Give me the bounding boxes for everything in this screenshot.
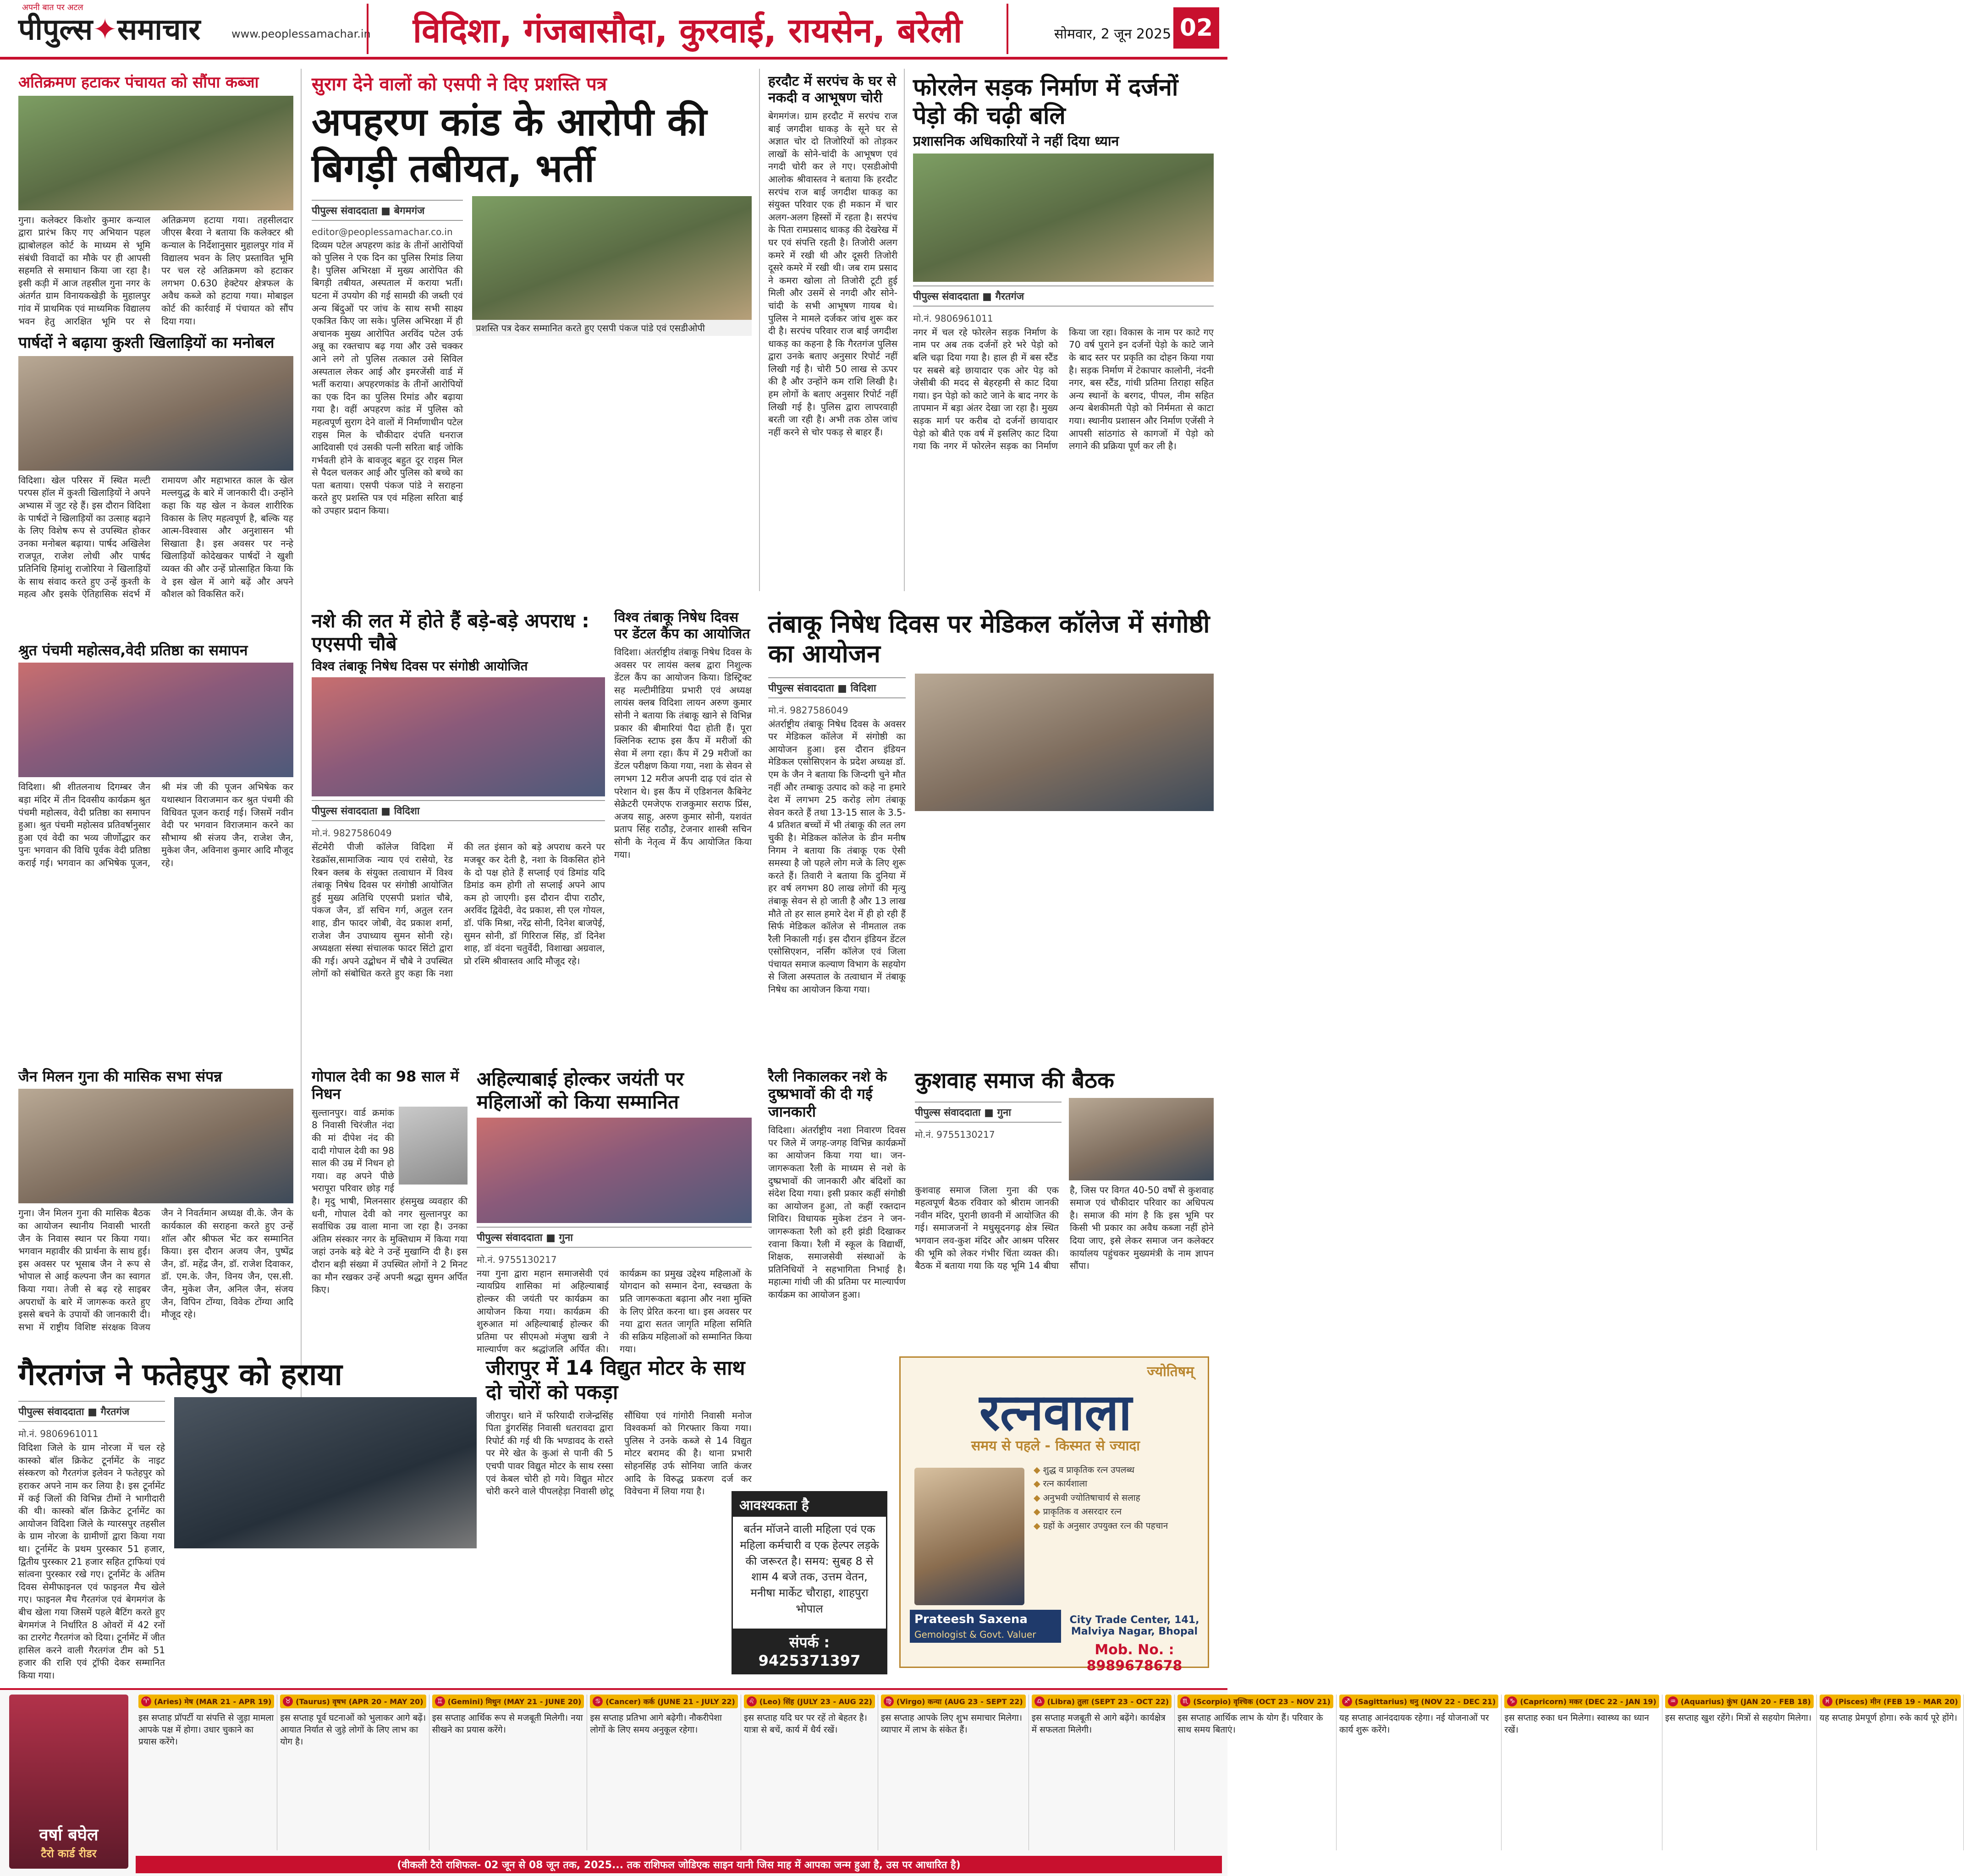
story-fourlane-trees [913,73,1214,600]
byline: पीपुल्स संवाददाता ■ गुना [915,1102,1062,1123]
page-number: 02 [1173,7,1219,49]
zodiac-header [744,1695,875,1708]
zodiac-prediction: इस सप्ताह प्रॉपर्टी या संपत्ति से जुड़ा मामला आपके पक्ष में होगा। उधार चुकाने का प्रयास करेंगे। [138,1713,274,1747]
subhead: विश्व तंबाकू निषेध दिवस पर संगोष्ठी आयोजित [312,658,528,674]
ad-address: City Trade Center, 141, Malviya Nagar, Bhopal [1069,1614,1199,1637]
zodiac-icon: ♎ [1034,1696,1045,1706]
zodiac-prediction: यह सप्ताह आनंददायक रहेगा। नई योजनाओं पर कार्य शुरू करेंगे। [1339,1713,1489,1735]
masthead [0,0,1227,60]
zodiac-prediction: यह सप्ताह प्रेमपूर्ण होगा। रुके कार्य पूरे होंगे। [1819,1713,1958,1723]
kicker: सुराग देने वालों को एसपी ने दिए प्रशस्ति पत्र [312,74,607,95]
zodiac-header [1177,1695,1333,1708]
zodiac-dates: (DEC 22 - JAN 19) [1585,1697,1656,1706]
zodiac-prediction: इस सप्ताह आर्थिक रूप से मजबूती मिलेगी। नया सीखने का प्रयास करेंगे। [432,1713,583,1735]
story-photo [1069,1098,1214,1180]
zodiac-sign [1662,1695,1817,1850]
story-body: गुना। कलेक्टर किशोर कुमार कन्याल द्वारा प्रारंभ किए गए अभियान पहल ह्माबोलहल कोर्ट के माध्यम से भूमि संबंधी विवादों का मौके पर ही आपसी सहमति से समाधान किया जा रहा है। इसी कड़ी में आज तहसील गुना नगर के अंतर्गत ग्राम विनायकखेड़ी के मुहालपुर गांव में प्राथमिक एवं माध्यमिक विद्यालय भवन हेतु आरक्षित भूमि पर से अतिक्रमण हटाया गया। तहसीलदार जीएस बैरवा ने बताया कि कलेक्टर श्री कन्याल के निर्देशानुसार मुहालपुर गांव में विद्यालय भवन के लिए प्रस्तावित भूमि पर चल रहे अतिक्रमण को हटाकर लगभग 0.630 हेक्टेयर क्षेत्रफल के अवैध कब्जे को हटाया गया। मोबाइल कोर्ट की कार्रवाई में पंचायत को सौंप दिया गया। [18,214,293,327]
classified-body: बर्तन मॉजने वाली महिला एवं एक महिला कर्मचारी व एक हेल्पर लड़के की जरूरत है। समय: सुबह 8 से शाम 4 बजे तक, उत्तम वेतन, मनीषा मार्केट चौराहा, शाहपुरा भोपाल [740,1523,879,1615]
headline[interactable]: विश्व तंबाकू निषेध दिवस पर डेंटल कैंप का आयोजित [614,609,750,642]
zodiac-dates: (NOV 22 - DEC 21) [1421,1697,1496,1706]
zodiac-icon: ♓ [1822,1696,1832,1706]
story-body: बेगमगंज। ग्राम हरदौट में सरपंच राज बाई जगदीश धाकड़ के सूने घर से अज्ञात चोर दो तिजोरियों को तोड़कर लाखों के सोने-चांदी के आभूषण एवं नगदी चोरी कर ले गए। एसडीओपी आलोक श्रीवास्तव ने बताया कि हरदौट सरपंच राज बाई जगदीश धाकड़ का संयुक्त परिवार एक ही मकान में चार अलग-अलग हिस्सों में रहता है। सरपंच के पिता रामप्रसाद धाकड़ की देखरेख में घर एवं संपत्ति रहती है। तिजोरी अलग कमरे में रखी थी और दूसरी तिजोरी दूसरे कमरे में रखी थी। जब राम प्रसाद ने कमरा खोला तो तिजोरी टूटी हुई मिली और उसमें से नगदी और सोने-चांदी के सभी आभूषण गायब थे। पुलिस ने मामले दर्जकर जांच शुरू कर दी है। सरपंच परिवार राज बाई जगदीश धाकड़ का कहना है कि गैरतगंज पुलिस द्वारा उनके बताए अनुसार रिपोर्ट नहीं लिखी गई है। चोरी 50 लाख से ऊपर की है और उन्होंने कम राशि लिखी है। हम लोगों के बताए अनुसार रिपोर्ट नहीं लिखी गई है। पुलिस द्वारा लापरवाही बरती जा रही है। अभी तक ठोस जांच नहीं करने से चोर पकड़ से बाहर हैं। [768,110,897,438]
subhead: प्रशासनिक अधिकारियों ने नहीं दिया ध्यान [913,133,1119,149]
zodiac-sign [587,1695,741,1850]
horoscope-strip [0,1688,1958,1876]
contact-number: मो.नं. 9827586049 [312,828,392,839]
byline: पीपुल्स संवाददाता ■ विदिशा [312,800,605,821]
gemstone-advertisement[interactable] [899,1356,1209,1674]
logo-part1: पीपुल्स [18,13,93,47]
story-gopal-devi [312,1068,468,1352]
advertiser-name: Prateesh Saxena [910,1610,1061,1629]
zodiac-sign [878,1695,1029,1850]
zodiac-header [1339,1695,1499,1708]
story-body: सेंटमेरी पीजी कॉलेज विदिशा में रेडक्रॉस,सामाजिक न्याय एवं रासेयो, रेड रिबन क्लब के संयुक्त तत्वाधान में विश्व तंबाकू निषेध दिवस पर संगोष्ठी आयोजित हुई मुख्य अतिथि एएसपी प्रशांत चौबे, पंकज जैन, डॉ सचिन गर्ग, अतुल रतन शाह, डीन फादर जोबी, वेद प्रकाश शर्मा, राजेश जैन उपाध्याय सुमन सोनी रहे। अध्यक्षता संस्था संचालक फादर सिंटो द्वारा की गई। अपने उद्बोधन में चौबे ने उपस्थित लोगों को संबोधित करते हुए कहा कि नशा की लत इंसान को बड़े अपराध करने पर मजबूर कर देती है, नशा के विकसित होने के दो पक्ष होते हैं सप्लाई एवं डिमांड यदि डिमांड कम होगी तो सप्लाई अपने आप कम हो जाएगी। इस दौरान दीपा राठौर, अरविंद द्विवेदी, वेद प्रकाश, सी एल गोयल, डॉ. पंकि मिश्रा, नरेंद्र सोनी, दिनेश बाजपेई, सुमन सोनी, डॉ गिरिराज सिंह, डॉ दिनेश शाह, डॉ वंदना चतुर्वेदी, विशाखा अग्रवाल, प्रो रश्मि श्रीवास्तव आदि मौजूद रहे। [312,841,605,979]
story-ahilya-jayanti [477,1068,752,1355]
headline[interactable]: हरदौट में सरपंच के घर से नकदी व आभूषण चोरी [768,73,897,106]
zodiac-header [280,1695,426,1708]
zodiac-prediction: इस सप्ताह आपके लिए शुभ समाचार मिलेगा। व्यापार में लाभ के संकेत हैं। [880,1713,1023,1735]
headline[interactable]: तंबाकू निषेध दिवस पर मेडिकल कॉलेज में संगोष्ठी का आयोजन [768,609,1210,668]
zodiac-sign [741,1695,878,1850]
photo-caption: प्रशस्ति पत्र देकर सम्मानित करते हुए एसपी पंकज पांडे एवं एसडीओपी [472,320,752,336]
story-tobacco-seminar [768,609,1214,1059]
story-body: विदिशा। अंतर्राष्ट्रीय नशा निवारण दिवस पर जिले में जगह-जगह विभिन्न कार्यक्रमों का आयोजन किया गया था। जन-जागरूकता रैली के माध्यम से नशे के दुष्प्रभावों की जानकारी और बंदिशों का संदेश दिया गया। इसी प्रकार कहीं संगोष्ठी का आयोजन हुआ, तो कहीं रक्तदान शिविर। विधायक मुकेश टंडन ने जन-जागरूकता रैली को हरी झंडी दिखाकर रवाना किया। रैली में स्कूल के विद्यार्थी, शिक्षक, समाजसेवी संस्थाओं के प्रतिनिधियों ने सहभागिता निभाई है। महात्मा गांधी जी की प्रतिमा पर माल्यार्पण कार्यक्रम का आयोजन हुआ। [768,1125,906,1300]
zodiac-prediction: इस सप्ताह मजबूती से आगे बढ़ेंगे। कार्यक्षेत्र में सफलता मिलेगी। [1031,1713,1166,1735]
story-kidnapping [312,73,752,600]
zodiac-name: (Leo) सिंह [759,1697,794,1706]
email-link[interactable]: editor@peoplessamachar.co.in [312,226,453,237]
story-body: विदिशा जिले के ग्राम नोरजा में चल रहे कास्को बॉल क्रिकेट टूर्नामेंट के नाइट संस्करण को गैरतगंज इलेवन ने फतेहपुर को हराकर अपने नाम कर लिया है। इस टूर्नामेंट में कई जिलों की विभिन्न टीमों ने भागीदारी की थी। कास्को बॉल क्रिकेट टूर्नामेंट का आयोजन विदिशा जिले के ग्यारसपुर तहसील के ग्राम नोरजा के ग्रामीणों द्वारा किया गया था। टूर्नामेंट के प्रथम पुरस्कार 51 हजार, द्वितीय पुरस्कार 21 हजार सहित ट्राफियां एवं सांत्वना पुरस्कार रखे गए। टूर्नामेंट के अंतिम दिवस सेमीफाइनल एवं फाइनल मैच खेले गए। फाइनल मैच गैरतगंज एवं बेगमगंज के बीच खेला गया जिसमें पहले बैटिंग करते हुए बेगमगंज ने निर्धारित 8 ओवरों में 42 रनों का टारगेट गैरतगंज को दिया। टूर्नामेंट में जीत हासिल करने वाली गैरतगंज टीम को 51 हजार की राशि एवं ट्रॉफी देकर सम्मानित किया गया। [18,1442,165,1681]
zodiac-header [881,1695,1026,1708]
zodiac-dates: (FEB 19 - MAR 20) [1883,1697,1958,1706]
zodiac-header [1504,1695,1659,1708]
reader-name: वर्षा बघेल [39,1826,99,1844]
byline: पीपुल्स संवाददाता ■ गुना [477,1227,752,1248]
story-dental-camp [614,609,752,1059]
ad-service-item: ◆ शुद्ध व प्राकृतिक रत्न उपलब्ध [1034,1463,1208,1477]
story-photo [913,154,1214,282]
zodiac-header [138,1695,274,1708]
zodiac-dates: (JUNE 21 - JULY 22) [657,1697,735,1706]
ad-services-list [1034,1463,1208,1533]
story-rally [768,1068,906,1480]
newspaper-logo[interactable] [18,8,200,48]
logo-star-icon: ✦ [93,13,117,47]
zodiac-icon: ♍ [884,1696,894,1706]
headline[interactable]: नशे की लत में होते हैं बड़े-बड़े अपराध : एएसपी चौबे [312,609,589,655]
story-shruti-panchami [18,642,293,926]
horoscope-footer: (वीकली टैरो राशिफल- 02 जून से 08 जून तक, 2025... तक राशिफल जोडिएक साइन यानी जिस माह में आपका जन्म हुआ है, उस पर आधारित है) [136,1856,1222,1873]
zodiac-icon: ♐ [1342,1696,1352,1706]
zodiac-name: (Pisces) मीन [1835,1697,1881,1706]
column-divider [301,69,302,1398]
zodiac-sign [136,1695,277,1850]
story-photo [18,356,293,471]
story-body: कुशवाह समाज जिला गुना की एक महत्वपूर्ण बैठक रविवार को श्रीराम जानकी नवीन मंदिर, पुरानी छावनी में आयोजित की गई। समाजजनों ने मधुसूदनगढ़ क्षेत्र स्थित भगवान लव-कुश मंदिर और आश्रम परिसर की भूमि को लेकर गंभीर चिंता व्यक्त की। बैठक में बताया गया कि यह भूमि 14 बीघा है, जिस पर विगत 40-50 वर्षों से कुशवाह समाज एवं चौकीदार परिवार का अधिपत्य है। समाज की मांग है कि इस भूमि पर किसी भी प्रकार का अवैध कब्जा नहीं होने दिया जाए, इसे लेकर समाज जन कलेक्टर कार्यालय पहुंचकर मुख्यमंत्री के नाम ज्ञापन सौंपा। [915,1184,1214,1272]
contact-number: मो.नं. 9806961011 [913,313,993,324]
story-motor-theft [486,1356,752,1677]
story-encroachment [18,73,293,330]
zodiac-prediction: इस सप्ताह आर्थिक लाभ के योग हैं। परिवार के साथ समय बिताएं। [1177,1713,1323,1735]
story-body: दिव्यम पटेल अपहरण कांड के तीनों आरोपियों को पुलिस ने एक दिन का पुलिस रिमांड लिया है। पुलिस अभिरक्षा में मुख्य आरोपित की बिगड़ी तबीयत, अस्पताल में कराया भर्ती। घटना में उपयोग की गई सामग्री की जब्ती एवं अन्य बिंदुओं पर जांच के साथ सभी साक्ष्य एकत्रित किए जा सके। पुलिस अभिरक्षा में ही अचानक मुख्य आरोपित अरविंद पटेल उर्फ अन्नू का रक्तचाप बढ़ गया और उसे चक्कर आने लगे तो पुलिस तत्काल उसे सिविल अस्पताल लेकर आई और इमरजेंसी वार्ड में भर्ती कराया। अपहरणकांड के तीनों आरोपियों का एक दिन का पुलिस रिमांड और बढ़ाया गया है। वहीं अपहरण कांड में पुलिस को महत्वपूर्ण सुराग देने वालों में निर्माणाधीन पटेल राइस मिल के चौकीदार दंपति धनराज आदिवासी एवं उसकी पत्नी सरिता बाई जोकि गर्भवती होने के बावजूद बहुत दूर राइस मिल से पैदल चलकर आई और पुलिस को बच्चे का पता बताया। एसपी पंकज पांडे ने सराहना करते हुए प्रशस्ति पत्र एवं महिला सरिता बाई को उपहार प्रदान किया। [312,239,463,516]
headline[interactable]: पार्षदों ने बढ़ाया कुश्ती खिलाड़ियों का मनोबल [18,334,275,352]
zodiac-dates: (MAR 21 - APR 19) [196,1697,272,1706]
story-body: नया गुना द्वारा महान समाजसेवी एवं न्यायप्रिय शासिका मां अहिल्याबाई होल्कर की जयंती पर कार्यक्रम का आयोजन किया गया। कार्यक्रम की शुरुआत मां अहिल्याबाई होल्कर की प्रतिमा पर सीएमओ मंजुषा खत्री ने माल्यार्पण कर श्रद्धांजलि अर्पित की। कार्यक्रम का प्रमुख उद्देश्य महिलाओं के योगदान को सम्मान देना, स्वच्छता के प्रति जागरूकता बढ़ाना और नशा मुक्ति के लिए प्रेरित करना था। इस अवसर पर नया द्वारा सतत जागृति महिला समिति की सक्रिय महिलाओं को सम्मानित किया गया। [477,1267,752,1355]
classified-title: आवश्यकता है [733,1492,886,1517]
zodiac-sign [1175,1695,1337,1850]
zodiac-icon: ♈ [141,1696,151,1706]
edition-title: विदिशा, गंजबासौदा, कुरवाई, रायसेन, बरेली [367,4,1008,54]
headline[interactable]: जैन मिलन गुना की मासिक सभा संपन्न [18,1068,222,1085]
story-photo [472,196,752,320]
zodiac-name: (Capricorn) मकर [1520,1697,1583,1706]
zodiac-icon: ♒ [1668,1696,1678,1706]
story-photo [174,1397,477,1548]
story-councilors [18,334,293,627]
byline: पीपुल्स संवाददाता ■ गैरतगंज [913,285,1214,307]
zodiac-name: (Sagittarius) धनु [1354,1697,1419,1706]
zodiac-header [1032,1695,1172,1708]
headline[interactable]: फोरलेन सड़क निर्माण में दर्जनों पेड़ो की चढ़ी बलि [913,74,1178,130]
contact-number: मो.नं. 9755130217 [915,1129,995,1140]
zodiac-name: (Scorpio) वृश्चिक [1193,1697,1253,1706]
zodiac-sign [1817,1695,1964,1850]
zodiac-name: (Libra) तुला [1047,1697,1089,1706]
zodiac-name: (Aquarius) कुंभ [1680,1697,1738,1706]
headline[interactable]: गैरतगंज ने फतेहपुर को हराया [18,1357,342,1392]
story-body: सुल्तानपुर। वार्ड क्रमांक 8 निवासी चिरंजीत नंदा की मां दीपेश नंद की दादी गोपाल देवी का 98 साल की उम्र में निधन हो गया। वह अपने पीछे भरापूरा परिवार छोड़ गई है। मृदु भाषी, मिलनसार हंसमुख व्यवहार की धनी, गोपाल देवी को नगर सुल्तानपुर का सर्वाधिक उम्र वाला माना जा रहा है। उनका अंतिम संस्कार नगर के मुक्तिधाम में किया गया जहां उनके बड़े बेटे ने उन्हें मुखाग्नि दी है। इस दौरान बड़ी संख्या में उपस्थित लोगों ने 2 मिनट का मौन रखकर उन्हें अपनी श्रद्धा सुमन अर्पित किए। [312,1107,468,1295]
headline[interactable]: अहिल्याबाई होल्कर जयंती पर महिलाओं को किया सम्मानित [477,1068,684,1114]
zodiac-name: (Aries) मेष [154,1697,193,1706]
column-divider [759,69,760,591]
reader-role: टैरो कार्ड रीडर [41,1847,97,1860]
dateline: सोमवार, 2 जून 2025 [1054,26,1172,42]
story-photo [18,96,293,210]
zodiac-signs [136,1695,1958,1850]
zodiac-sign [277,1695,429,1850]
zodiac-dates: (MAY 21 - JUNE 20) [503,1697,582,1706]
zodiac-prediction: इस सप्ताह यदि घर पर रहें तो बेहतर है। यात्रा से बचें, कार्य में धैर्य रखें। [743,1713,867,1735]
classified-ad[interactable] [732,1491,887,1674]
zodiac-name: (Gemini) मिथुन [447,1697,501,1706]
story-cricket [18,1356,477,1681]
classified-phone[interactable]: संपर्क : 9425371397 [733,1629,886,1673]
zodiac-prediction: इस सप्ताह प्रतिभा आगे बढ़ेगी। नौकरीपेशा लोगों के लिए समय अनुकूल रहेगा। [590,1713,722,1735]
ad-tagline: समय से पहले - किस्मत से ज्यादा [971,1438,1140,1454]
contact-number: मो.नं. 9755130217 [477,1254,557,1265]
zodiac-header [1820,1695,1961,1708]
story-body: विदिशा। श्री शीतलनाथ दिगम्बर जैन बड़ा मंदिर में तीन दिवसीय कार्यक्रम श्रुत पंचमी महोत्सव, वेदी प्रतिष्ठा का समापन हुआ। श्रुत पंचमी महोत्सव प्रतिवर्षानुसार हुआ एवं वेदी का भव्य जीर्णोद्धार कर पुनः भगवान की विधि पूर्वक वेदी प्रतिष्ठा कराई गई। भगवान का अभिषेक पूजन, श्री मंत्र जी की पूजन अभिषेक कर यथास्थान विराजमान कर श्रुत पंचमी की विधिवत पूजन कराई गई। जिसमें नवीन वेदी पर भगवान विराजमान करने का सौभाग्य श्री संजय जैन, राजेश जैन, मुकेश जैन, अविनाश कुमार आदि मौजूद रहे। [18,781,293,868]
story-jain-meeting [18,1068,293,1343]
zodiac-name: (Taurus) वृषभ [296,1697,346,1706]
zodiac-icon: ♌ [747,1696,757,1706]
zodiac-dates: (SEPT 23 - OCT 22) [1091,1697,1169,1706]
story-photo [477,1118,752,1223]
zodiac-header [1665,1695,1814,1708]
ad-service-item: ◆ ग्रहों के अनुसार उपयुक्त रत्न की पहचान [1034,1519,1208,1533]
story-photo [915,674,1214,811]
ad-mobile[interactable]: Mob. No. : 8989678678 [1086,1642,1183,1674]
contact-number: मो.नं. 9806961011 [18,1428,99,1440]
story-body: गुना। जैन मिलन गुना की मासिक बैठक का आयोजन स्थानीय निवासी भारती जैन के निवास स्थान पर किया गया। भगवान महावीर की प्रार्थना के साथ हुई। इस अवसर पर भूसाब जैन ने रूप से भोपाल से आई कल्पना जैन का स्वागत किया गया। तेजी से बढ़ रहे साइबर अपराधों के बारे में जागरूक करते हुए इससे बचने के उपायों की जानकारी दी। सभा में राष्ट्रीय विशिष्ट संरक्षक विजय जैन ने निवर्तमान अध्यक्ष वी.के. जैन के कार्यकाल की सराहना करते हुए उन्हें शॉल और श्रीफल भेंट कर सम्मानित किया। इस दौरान अजय जैन, पुष्पेंद्र जैन, डॉ. महेंद्र जैन, डॉ. राजेश दिवाकर, डॉ. एम.के. जैन, विनय जैन, एस.सी. जैन, मुकेश जैन, अनिल जैन, संजय जैन, विपिन टोंग्या, विवेक टोंग्या आदि मौजूद रहे। [18,1207,293,1333]
zodiac-dates: (JAN 20 - FEB 18) [1740,1697,1811,1706]
story-hardot-theft [768,73,897,600]
headline[interactable]: अतिक्रमण हटाकर पंचायत को सौंपा कब्जा [18,73,259,92]
story-photo [18,663,293,777]
zodiac-dates: (JULY 23 - AUG 22) [797,1697,872,1706]
logo-part2: समाचार [117,13,201,47]
portrait-photo [399,1107,468,1185]
byline: पीपुल्स संवाददाता ■ बेगमगंज [312,200,463,221]
zodiac-sign [429,1695,588,1850]
zodiac-icon: ♑ [1507,1696,1517,1706]
zodiac-dates: (OCT 23 - NOV 21) [1255,1697,1331,1706]
byline: पीपुल्स संवाददाता ■ विदिशा [768,677,906,698]
zodiac-sign [1029,1695,1175,1850]
website-link[interactable]: www.peoplessamachar.in [231,27,371,40]
zodiac-sign [1337,1695,1502,1850]
story-drugs-seminar [312,609,605,1059]
ad-service-item: ◆ रत्न कार्यशाला [1034,1477,1208,1491]
contact-number: मो.नं. 9827586049 [768,704,848,716]
headline[interactable]: गोपाल देवी का 98 साल में निधन [312,1068,459,1103]
zodiac-name: (Cancer) कर्क [605,1697,655,1706]
ad-service-item: ◆ अनुभवी ज्योतिषाचार्य से सलाह [1034,1491,1208,1505]
column-divider [904,69,905,591]
ad-service-item: ◆ प्राकृतिक व असरदार रत्न [1034,1505,1208,1519]
zodiac-prediction: इस सप्ताह खुश रहेंगे। मित्रों से सहयोग मिलेगा। [1665,1713,1812,1723]
zodiac-dates: (AUG 23 - SEPT 22) [944,1697,1023,1706]
zodiac-icon: ♋ [593,1696,603,1706]
story-photo [312,677,605,796]
zodiac-header [590,1695,738,1708]
zodiac-dates: (APR 20 - MAY 20) [348,1697,424,1706]
ad-brand: रत्नवाला [979,1382,1132,1442]
story-body: नगर में चल रहे फोरलेन सड़क निर्माण के नाम पर अब तक दर्जनों हरे भरे पेड़ो को बलि चढ़ा दिया गया है। हाल ही में बस स्टैंड पर सबसे बड़े छायादार एक ओर पेड़ को जेसीबी की मदद से बेहरहमी से काट दिया गया। इन पेड़ो को काटे जाने के बाद नगर के तापमान में बड़ा अंतर देखा जा रहा है। मुख्य सड़क मार्ग पर करीब दो दर्जनों छायादार पेड़ो को बीते एक वर्ष में इसलिए काट दिया गया कि नगर में फोरलेन सड़क का निर्माण किया जा रहा। विकास के नाम पर काटे गए 70 वर्ष पुराने इन दर्जनों पेड़ो के काटे जाने के बाद स्तर पर प्रकृति का दोहन किया गया है। सड़क निर्माण में टेकापार कालोनी, नंदनी नगर, बस स्टैंड, गांधी प्रतिमा तिराहा सहित अन्य स्थानों के बरगद, पीपल, नीम सहित अन्य बेशकीमती पेड़ो को निर्ममता से काटा गया। स्थानीय प्रशासन और निर्माण एजेंसी ने आपसी सांठगांठ से कागजों में पेड़ो को लगाने की प्रक्रिया पूर्ण कर ली है। [913,326,1214,452]
story-body: विदिशा। खेल परिसर में स्थित मल्टी परपस हॉल में कुश्ती खिलाड़ियों ने अपने अभ्यास में जुट रहे हैं। इस दौरान विदिशा के पार्षदों ने खिलाड़ियों का उत्साह बढ़ाने के लिए विशेष रूप से उपस्थित होकर उनका मनोबल बढ़ाया। पार्षद अखिलेश राजपूत, राजेश लोधी और पार्षद प्रतिनिधि हिमांशु राजोरिया ने खिलाड़ियों के साथ संवाद करते हुए उन्हें कुश्ती के महत्व और इसके ऐतिहासिक संदर्भ में रामायण और महाभारत काल के खेल मल्लयुद्ध के बारे में जानकारी दी। उन्होंने कहा कि यह खेल न केवल शारीरिक विकास के लिए महत्वपूर्ण है, बल्कि यह आत्म-विश्वास और अनुशासन भी सिखाता है। इस अवसर पर नन्हे खिलाड़ियों कोदेखकर पार्षदों ने खुशी व्यक्त की और उन्हें प्रोत्साहित किया कि वे इस खेल में आगे बढ़ें और अपने कौशल को विकसित करें। [18,474,293,600]
zodiac-header [432,1695,584,1708]
story-kushwah-meeting [915,1068,1214,1343]
advertiser-role: Gemologist & Govt. Valuer [910,1628,1061,1643]
zodiac-icon: ♏ [1180,1696,1190,1706]
story-body: अंतर्राष्ट्रीय तंबाकू निषेध दिवस के अवसर पर मेडिकल कॉलेज में संगोष्ठी का आयोजन हुआ। इस दौरान इंडियन मेडिकल एसोसिएशन के प्रदेश अध्यक्ष डॉ. एम के जैन ने बताया कि जिन्दगी चुने मौत नहीं और तम्बाकू उत्पाद को कहे ना हमारे देश में लगभग 25 करोड़ लोग तंबाकू सेवन करते हैं तथा 13-15 साल के 3.5-4 प्रतिशत बच्चों में भी तंबाकू की लत लग चुकी है। मेडिकल कॉलेज के डीन मनीष निगम ने बताया कि तंबाकू एक ऐसी समस्या है जो पहले लोग मजे के लिए शुरू करते हैं। तिवारी ने बताया कि दुनिया में हर वर्ष लगभग 80 लाख लोगों की मृत्यु तंबाकू सेवन से हो जाती है और 13 लाख मौते तो हर साल हमारे देश में ही हो रही हैं सिर्फ मेडिकल कॉलेज से नीमताल तक रैली निकाली गई। इस दौरान इंडियन डेंटल एसोसिएशन, नर्सिंग कॉलेज एवं जिला पंचायत समाज कल्याण विभाग के सहयोग से जिला अस्पताल के तत्वाधान में तंबाकू निषेध का आयोजन किया गया। [768,718,906,995]
advertiser-photo [914,1468,1024,1605]
story-body: जीरापुर। थाने में फरियादी राजेन्द्रसिंह पिता डुंगरसिंह निवासी धतरावदा द्वारा रिपोर्ट की गई थी कि भण्डावद के रास्ते पर मेरे खेत के कुआं से पानी की 5 एचपी पावर विद्युत मोटर के साथ रस्सा एवं केबल चोरी हो गये। विद्युत मोटर चोरी करने वाले पीपलहेड़ा निवासी छोटू सौंधिया एवं गांगोरी निवासी मनोज विश्वकर्मा को गिरफ्तार किया गया। पुलिस ने उनके कब्जे से 14 विद्युत मोटर बरामद की है। थाना प्रभारी सोहनसिंह उर्फ सोनिया जाति कंजर आदि के विरुद्ध प्रकरण दर्ज कर विवेचना में लिया गया है। [486,1410,752,1497]
zodiac-prediction: इस सप्ताह पूर्व घटनाओं को भुलाकर आगे बढ़ें। आयात निर्यात से जुड़े लोगों के लिए लाभ का योग है। [280,1713,426,1747]
zodiac-sign [1502,1695,1662,1850]
zodiac-icon: ♊ [435,1696,445,1706]
story-photo [18,1089,293,1203]
headline[interactable]: श्रुत पंचमी महोत्सव,वेदी प्रतिष्ठा का समापन [18,642,248,659]
logo-tagline: अपनी बात पर अटल [22,3,83,12]
headline[interactable]: रैली निकालकर नशे के दुष्प्रभावों की दी गई जानकारी [768,1068,887,1120]
zodiac-prediction: इस सप्ताह रुका धन मिलेगा। स्वास्थ्य का ध्यान रखें। [1504,1713,1649,1735]
zodiac-name: (Virgo) कन्या [896,1697,942,1706]
headline[interactable]: कुशवाह समाज की बैठक [915,1068,1114,1093]
ad-corner-label: ज्योतिषम् [1147,1364,1194,1380]
story-body: विदिशा। अंतर्राष्ट्रीय तंबाकू निषेध दिवस के अवसर पर लायंस क्लब द्वारा निशुल्क डेंटल कैंप का आयोजन किया। डिस्ट्रिक्ट सह मल्टीमीडिया प्रभारी एवं अध्यक्ष लायंस क्लब विदिशा लायन अरुण कुमार सोनी ने बताया कि तंबाकू खाने से विभिन्न प्रकार की बीमारियां पैदा होती हैं। पूरा क्लिनिक स्टाफ इस कैंप में मरीजों की सेवा में लगा रहा। कैंप में 29 मरीजों का डेंटल परीक्षण किया गया, नशा के सेवन से लगभग 12 मरीज अपनी दाढ़ एवं दांत से परेशान थे। इस कैंप में एडिशनल कैबिनेट सेक्रेटरी एमजेएफ राजकुमार सराफ प्रिंस, अजय साहू, अरुण कुमार सोनी, यशवंत प्रताप सिंह राठौड़, टेजनार शास्त्री सचिन सोनी के नेतृत्व में कैंप आयोजित किया गया। [614,647,752,860]
byline: पीपुल्स संवाददाता ■ गैरतगंज [18,1401,165,1422]
zodiac-icon: ♉ [283,1696,293,1706]
headline[interactable]: जीरापुर में 14 विद्युत मोटर के साथ दो चोरों को पकड़ा [486,1356,745,1404]
headline[interactable]: अपहरण कांड के आरोपी की बिगड़ी तबीयत, भर्ती [312,99,707,191]
